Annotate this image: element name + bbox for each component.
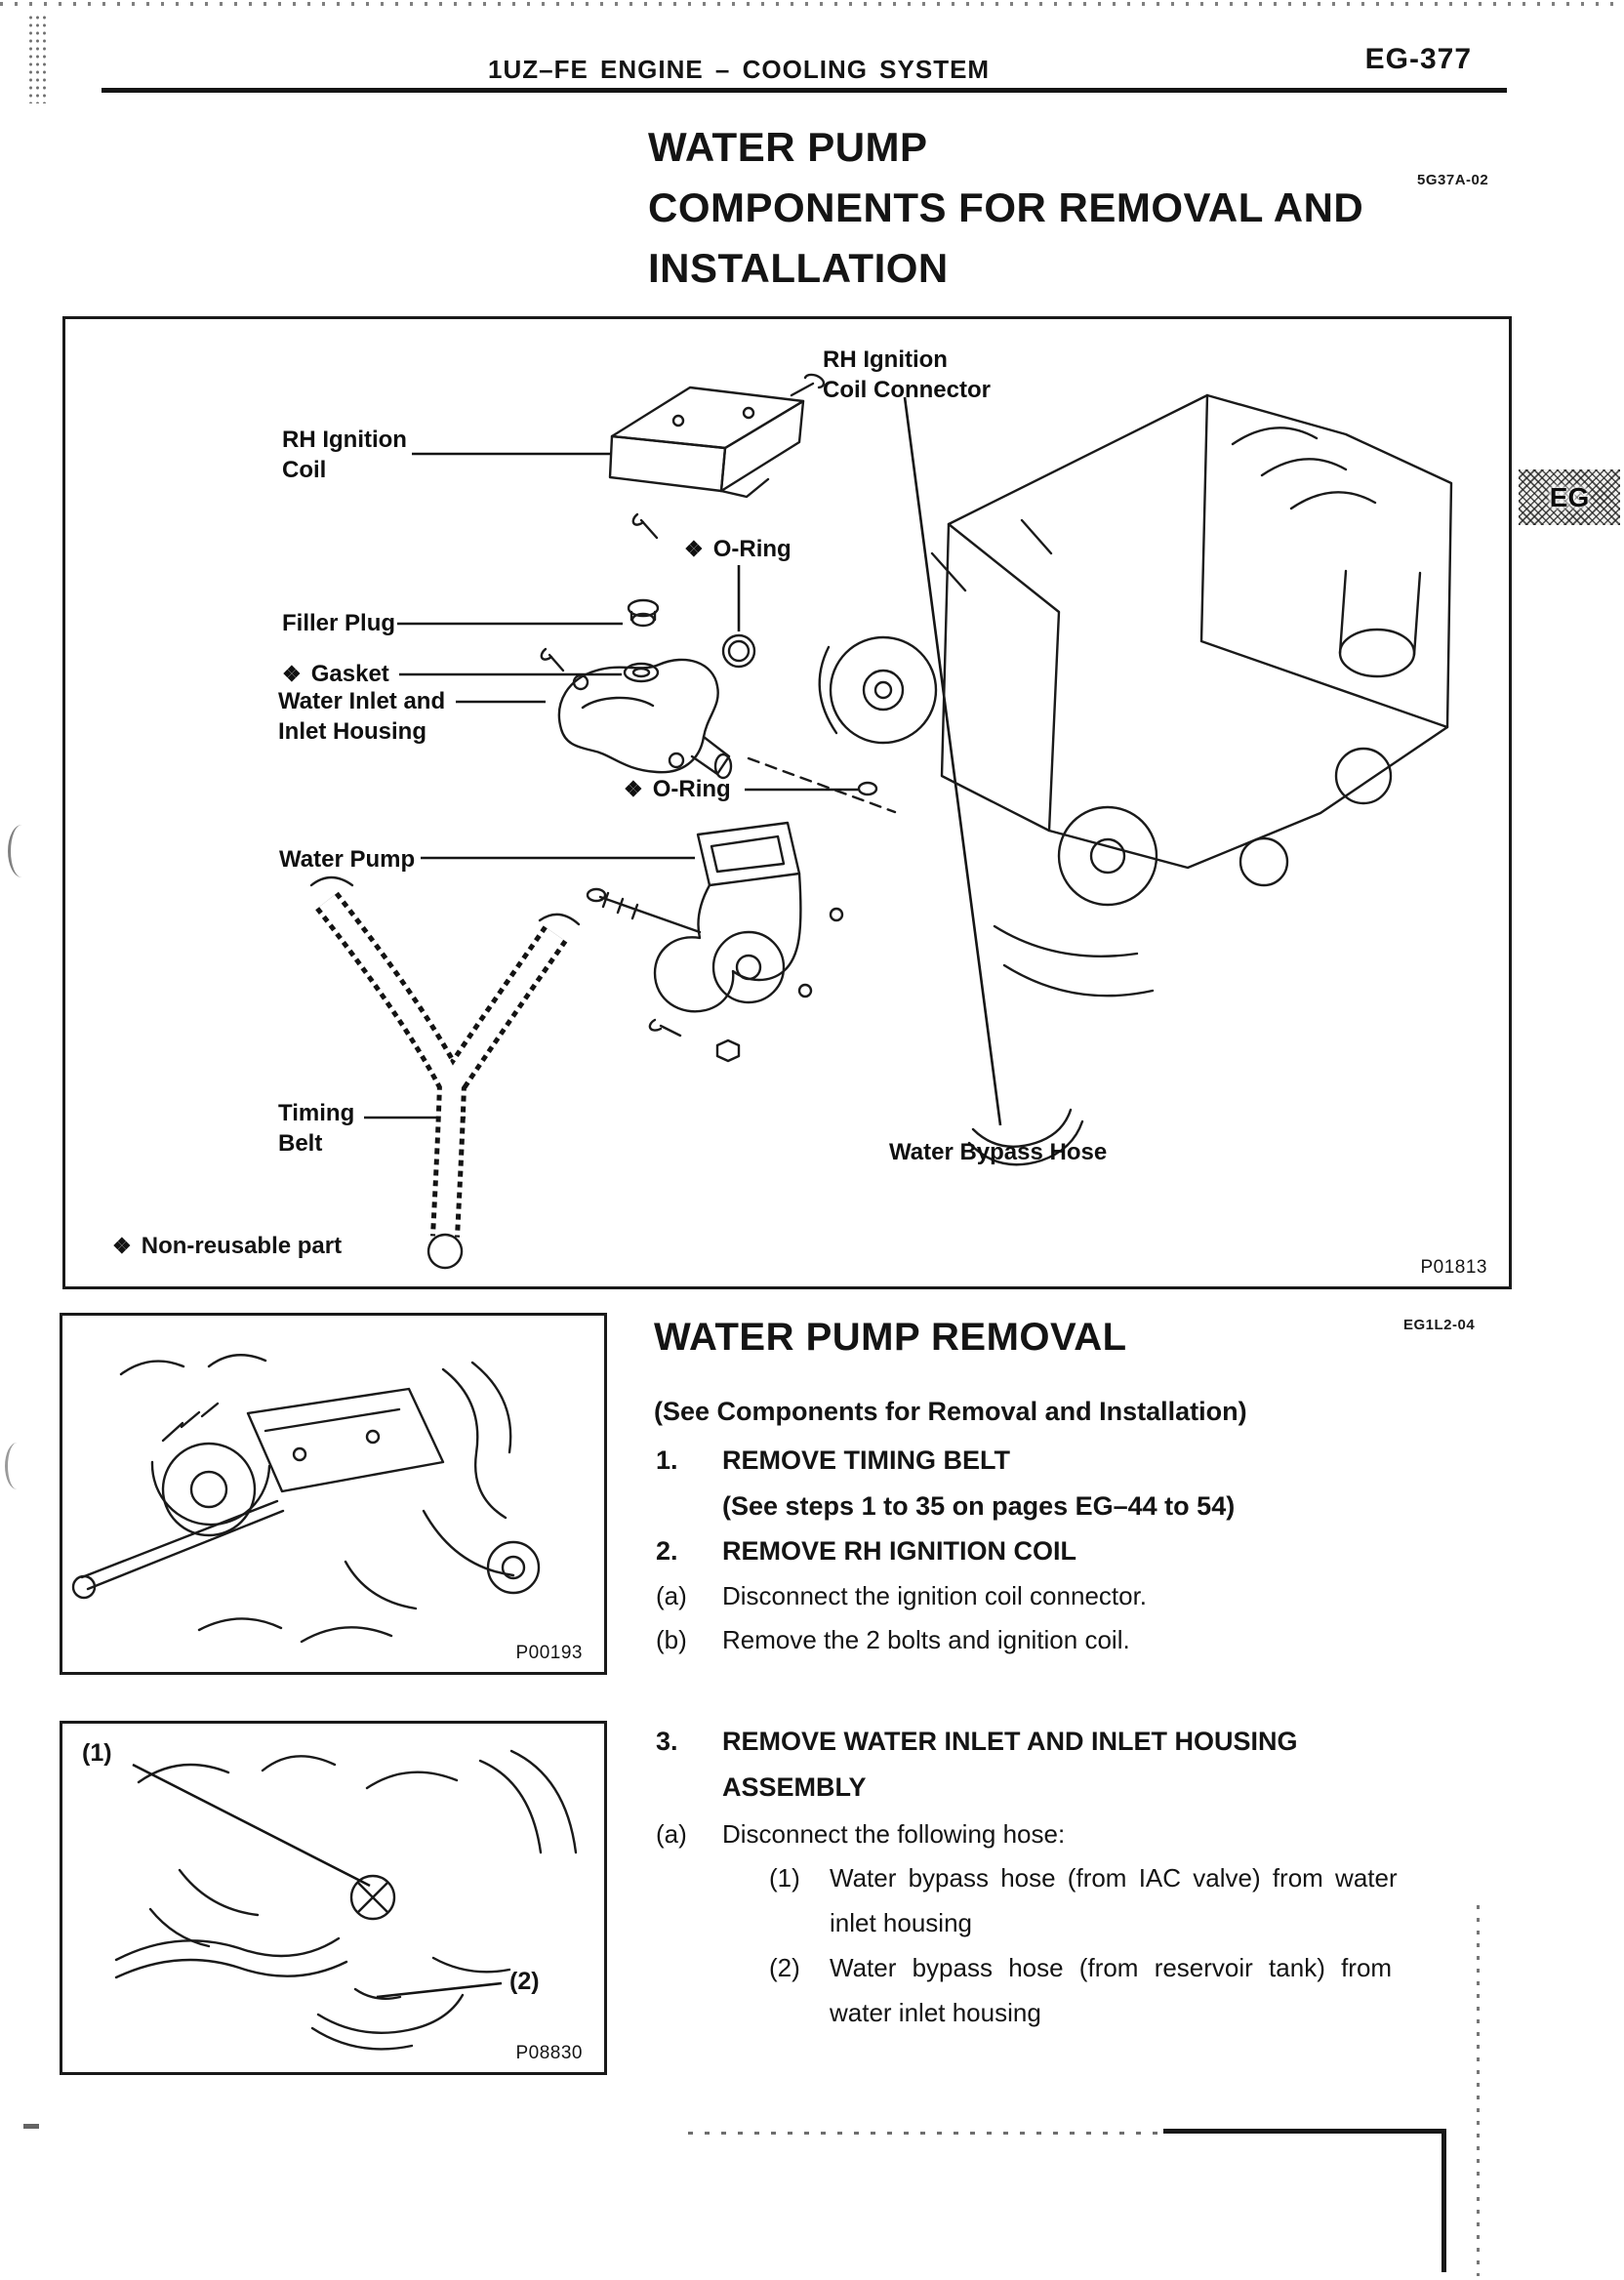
components-diagram (62, 316, 1512, 1289)
non-reusable-icon: ❖ (624, 777, 643, 801)
removal-intro: (See Components for Removal and Installation) (654, 1397, 1247, 1426)
non-reusable-icon: ❖ (684, 537, 704, 561)
title-line-2: COMPONENTS FOR REMOVAL AND (648, 184, 1364, 230)
scan-speck (23, 2124, 39, 2129)
figure-ref-code: 5G37A-02 (1417, 172, 1489, 188)
engine-photo-drawing (62, 1316, 604, 1672)
label-water-pump: Water Pump (279, 846, 416, 873)
item-number: (1) (769, 1863, 800, 1893)
label-timing-belt: Timing Belt (278, 1100, 355, 1157)
step-title: REMOVE RH IGNITION COIL (722, 1536, 1077, 1566)
item-number: (2) (769, 1953, 800, 1982)
step-3a-item-2-wrap (830, 1997, 1041, 2028)
section-title (648, 117, 1363, 299)
section-edge-tab (1519, 469, 1620, 525)
item-text: water inlet housing (830, 1998, 1041, 2027)
step-number: 1. (656, 1445, 678, 1475)
item-text: Water bypass hose (from IAC valve) from water (830, 1863, 1398, 1893)
scan-speckle (27, 14, 47, 103)
page-header-title: 1UZ–FE ENGINE – COOLING SYSTEM (488, 55, 991, 84)
substep-letter: (a) (656, 1581, 687, 1610)
non-reusable-icon: ❖ (112, 1234, 132, 1258)
callout-2: (2) (509, 1968, 540, 1995)
engine-photo-drawing (62, 1724, 604, 2072)
label-o-ring-top: ❖ O-Ring (684, 536, 792, 562)
step-title: REMOVE WATER INLET AND INLET HOUSING (722, 1727, 1298, 1756)
non-reusable-icon: ❖ (282, 662, 302, 686)
step-1 (656, 1445, 1010, 1476)
label-rh-ignition-coil-connector: RH Ignition Coil Connector (823, 346, 991, 403)
step-3a (656, 1818, 1065, 1850)
figure-code: P00193 (515, 1643, 583, 1663)
scan-dotted-edge (0, 2, 1624, 6)
substep-text: Remove the 2 bolts and ignition coil. (722, 1625, 1130, 1654)
item-text: inlet housing (830, 1908, 972, 1937)
item-text: Water bypass hose (from reservoir tank) from (830, 1953, 1393, 1982)
substep-text: Disconnect the following hose: (722, 1819, 1066, 1849)
substep-letter: (a) (656, 1819, 687, 1849)
page-number: EG-377 (1364, 43, 1472, 75)
photo-bypass-hoses (60, 1721, 607, 2075)
label-filler-plug: Filler Plug (282, 610, 396, 636)
scan-artifact-line (1163, 2129, 1446, 2134)
step-2 (656, 1535, 1076, 1567)
callout-1: (1) (82, 1739, 112, 1767)
step-3-title-line2: ASSEMBLY (722, 1772, 867, 1802)
step-1-note: (See steps 1 to 35 on pages EG–44 to 54) (722, 1491, 1236, 1521)
non-reusable-legend: ❖ Non-reusable part (112, 1233, 343, 1259)
header-rule (102, 88, 1507, 93)
step-3a-item-1-wrap (830, 1907, 972, 1938)
scan-artifact-curve (5, 1443, 29, 1489)
step-3 (656, 1726, 1298, 1757)
step-2a (656, 1580, 1147, 1611)
removal-ref-code: EG1L2-04 (1403, 1317, 1476, 1333)
scan-artifact-line (1441, 2129, 1446, 2272)
title-line-3: INSTALLATION (648, 245, 949, 291)
removal-heading: WATER PUMP REMOVAL (654, 1316, 1127, 1359)
scan-artifact-curve (8, 825, 36, 877)
scan-artifact-line (688, 2132, 1164, 2135)
step-title: REMOVE TIMING BELT (722, 1445, 1010, 1475)
edge-tab-label: EG (1549, 481, 1590, 512)
step-number: 2. (656, 1536, 678, 1566)
step-2b (656, 1624, 1130, 1655)
label-water-inlet-housing: Water Inlet and Inlet Housing (278, 688, 446, 745)
figure-code: P01813 (1420, 1257, 1487, 1278)
figure-code: P08830 (515, 2043, 583, 2063)
label-o-ring-mid: ❖ O-Ring (624, 776, 731, 802)
substep-letter: (b) (656, 1625, 687, 1654)
label-gasket: ❖ Gasket (282, 661, 389, 687)
step-number: 3. (656, 1727, 678, 1756)
label-water-bypass-hose: Water Bypass Hose (889, 1139, 1108, 1165)
step-3a-item-1 (769, 1862, 1398, 1893)
scan-dotted-edge (1477, 1905, 1480, 2276)
step-3a-item-2 (769, 1952, 1392, 1983)
substep-text: Disconnect the ignition coil connector. (722, 1581, 1148, 1610)
title-line-1: WATER PUMP (648, 124, 928, 170)
photo-ignition-coil-removal (60, 1313, 607, 1675)
label-rh-ignition-coil: RH Ignition Coil (282, 427, 407, 483)
